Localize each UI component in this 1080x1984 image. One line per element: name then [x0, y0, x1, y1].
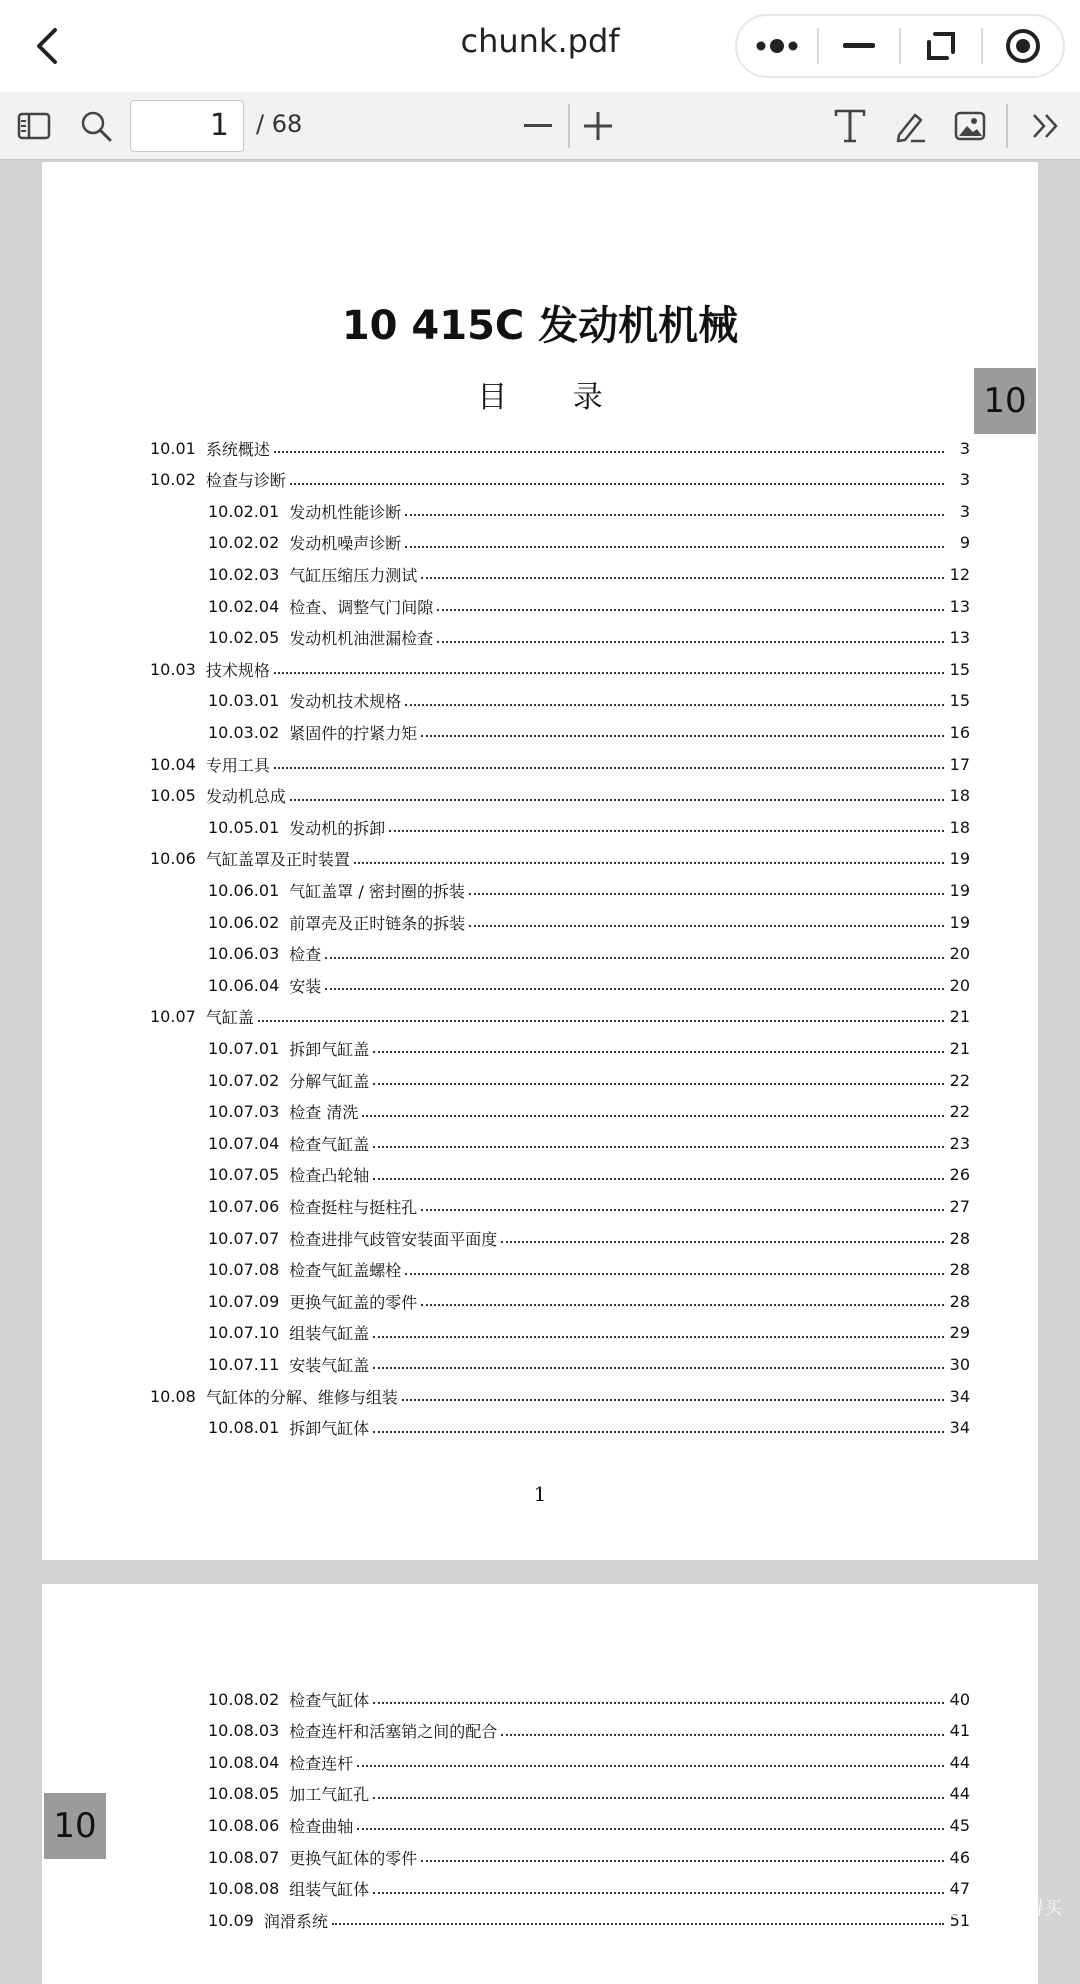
toc-entry-page: 20 — [949, 944, 970, 964]
page-number-input[interactable]: 1 — [130, 100, 244, 152]
toc-leader-dots — [469, 893, 944, 895]
toc-entry-page: 17 — [949, 754, 970, 774]
toc-entry-title: 发动机技术规格 — [289, 692, 402, 712]
toc-entry-page: 16 — [949, 722, 970, 742]
toc-entry-title: 检查挺柱与挺柱孔 — [289, 1197, 418, 1217]
zoom-in-button[interactable] — [576, 104, 620, 148]
toc-entry-number: 10.08.02 — [208, 1689, 280, 1709]
pdf-page-1 — [42, 162, 1038, 1560]
watermark — [944, 1894, 1062, 1920]
toc-entry-title: 检查、调整气门间隙 — [289, 597, 434, 617]
toc-entry-title: 气缸压缩压力测试 — [289, 565, 418, 585]
toc-entry-page: 18 — [949, 817, 970, 837]
divider — [1006, 104, 1008, 148]
toc-entry-title: 拆卸气缸盖 — [289, 1039, 370, 1059]
toc-entry-number: 10.06.04 — [208, 975, 280, 995]
toc-leader-dots — [274, 672, 944, 674]
toc-entry-number: 10.02.05 — [208, 628, 280, 648]
toc-entry-title: 检查 — [289, 945, 322, 965]
toc-entry-title: 更换气缸盖的零件 — [289, 1292, 418, 1312]
watermark-logo-icon — [944, 1896, 966, 1918]
toc-entry-title: 检查凸轮轴 — [289, 1166, 370, 1186]
toc-leader-dots — [405, 514, 944, 516]
page-heading: 10 415C 发动机机械 — [341, 303, 739, 349]
toc-entry-page: 40 — [949, 1689, 970, 1709]
toc-entry-number: 10.07.08 — [208, 1260, 280, 1280]
toc-leader-dots — [405, 546, 944, 548]
toc-entry-number: 10.03 — [150, 659, 196, 679]
toc-entry-page: 28 — [949, 1260, 970, 1280]
double-chevron-right-icon — [1030, 111, 1062, 141]
toc-entry-page: 44 — [949, 1784, 970, 1804]
toc-entry-page: 3 — [959, 470, 970, 490]
toc-entry-title: 检查进排气歧管安装面平面度 — [289, 1229, 498, 1249]
toc-entry-title: 更换气缸体的零件 — [289, 1848, 418, 1868]
toc-entry-page: 23 — [949, 1133, 970, 1153]
toc-entry[interactable] — [150, 1381, 970, 1411]
toc-entry[interactable] — [208, 1413, 970, 1443]
pen-tool-button[interactable] — [888, 104, 932, 148]
toc-entry-page: 22 — [949, 1102, 970, 1122]
toc-leader-dots — [357, 1765, 944, 1767]
toc-entry-number: 10.08.05 — [208, 1784, 280, 1804]
toc-entry-title: 润滑系统 — [263, 1911, 328, 1931]
toc-entry-page: 18 — [949, 786, 970, 806]
chapter-tab: 10 — [974, 368, 1036, 434]
toc-entry-number: 10.06 — [150, 849, 196, 869]
toc-leader-dots — [373, 1702, 944, 1704]
toc-entry-title: 检查气缸体 — [289, 1690, 370, 1710]
toc-leader-dots — [373, 1146, 944, 1148]
toc-entry[interactable] — [208, 1191, 970, 1221]
title-bar — [0, 0, 1080, 92]
toc-leader-dots — [373, 1051, 944, 1053]
toc-leader-dots — [332, 1923, 944, 1925]
window-controls — [735, 14, 1065, 78]
toc-entry-number: 10.05 — [150, 786, 196, 806]
toc-entry-number: 10.02.04 — [208, 596, 280, 616]
toc-entry-number: 10.08.07 — [208, 1847, 280, 1867]
toc-entry[interactable] — [208, 496, 970, 526]
toc-leader-dots — [290, 483, 944, 485]
toc-entry-page: 46 — [949, 1847, 970, 1867]
toc-entry-title: 技术规格 — [205, 660, 270, 680]
toc-leader-dots — [421, 1860, 944, 1862]
toc-leader-dots — [421, 577, 944, 579]
toc-leader-dots — [373, 1336, 944, 1338]
toc-entry-number: 10.06.03 — [208, 944, 280, 964]
toc-entry-number: 10.08.01 — [208, 1418, 280, 1438]
toc-entry[interactable] — [208, 1223, 970, 1253]
toc-entry-page: 34 — [949, 1418, 970, 1438]
toc-entry-title: 检查气缸盖 — [289, 1134, 370, 1154]
pen-icon — [893, 109, 927, 143]
toc-entry[interactable] — [150, 1002, 970, 1032]
document-title: chunk.pdf — [460, 22, 620, 60]
toc-entry[interactable] — [208, 875, 970, 905]
toc-entry-number: 10.08.06 — [208, 1815, 280, 1835]
toc-entry-title: 检查 清洗 — [289, 1103, 359, 1123]
image-tool-button[interactable] — [948, 104, 992, 148]
toc-entry-number: 10.07 — [150, 1007, 196, 1027]
toc-leader-dots — [421, 1304, 944, 1306]
window-restore-icon — [925, 30, 957, 62]
toc-entry[interactable] — [150, 654, 970, 684]
toc-entry[interactable] — [150, 749, 970, 779]
toc-entry[interactable] — [208, 812, 970, 842]
toc-entry-number: 10.07.03 — [208, 1102, 280, 1122]
toc-entry-title: 组装气缸盖 — [289, 1324, 370, 1344]
toc-entry-page: 28 — [949, 1228, 970, 1248]
toc-entry[interactable] — [208, 559, 970, 589]
toc-entry-title: 分解气缸盖 — [289, 1071, 370, 1091]
toc-entry[interactable] — [208, 939, 970, 969]
toc-entry[interactable] — [150, 844, 970, 874]
toc-leader-dots — [421, 735, 944, 737]
toc-entry-page: 45 — [949, 1815, 970, 1835]
toc-entry-page: 51 — [949, 1910, 970, 1930]
toc-entry[interactable] — [208, 1349, 970, 1379]
toc-entry[interactable] — [208, 1747, 970, 1777]
toc-entry-page: 19 — [949, 912, 970, 932]
toc-entry-number: 10.03.01 — [208, 691, 280, 711]
toc-entry-page: 29 — [949, 1323, 970, 1343]
toc-entry-page: 19 — [949, 849, 970, 869]
toc-entry[interactable] — [208, 1318, 970, 1348]
toc-entry[interactable] — [208, 1779, 970, 1809]
toc-entry[interactable] — [208, 686, 970, 716]
toc-entry[interactable] — [208, 907, 970, 937]
page-total-label: / 68 — [256, 110, 303, 138]
minimize-button[interactable] — [819, 16, 899, 76]
toc-entry-title: 检查连杆和活塞销之间的配合 — [289, 1722, 498, 1742]
toc-entry-page: 12 — [949, 564, 970, 584]
toc-entry-title: 发动机的拆卸 — [289, 818, 386, 838]
toc-leader-dots — [357, 1828, 944, 1830]
plus-icon — [584, 112, 612, 140]
toc-entry-title: 组装气缸体 — [289, 1880, 370, 1900]
toc-leader-dots — [373, 1431, 944, 1433]
toc-leader-dots — [373, 1892, 944, 1894]
toc-leader-dots — [501, 1734, 944, 1736]
toc-entry-title: 专用工具 — [205, 755, 270, 775]
toc-entry-page: 27 — [949, 1196, 970, 1216]
search-button[interactable] — [74, 104, 118, 148]
record-button[interactable] — [983, 16, 1063, 76]
watermark-text: 什么值得买 — [972, 1898, 1062, 1919]
toc-entry[interactable] — [208, 1286, 970, 1316]
toc-entry-title: 检查连杆 — [289, 1753, 354, 1773]
toc-entry[interactable] — [150, 433, 970, 463]
toc-entry-page: 20 — [949, 975, 970, 995]
toc-leader-dots — [354, 862, 944, 864]
pdf-page-2 — [42, 1584, 1038, 1984]
more-tools-button[interactable] — [1024, 104, 1068, 148]
toc-entry[interactable] — [208, 1684, 970, 1714]
toc-entry[interactable] — [208, 1255, 970, 1285]
toc-entry-number: 10.01 — [150, 438, 196, 458]
toc-entry-page: 21 — [949, 1038, 970, 1058]
minus-icon — [524, 123, 552, 129]
table-of-contents — [42, 162, 1038, 1560]
toc-entry-title: 检查气缸盖螺栓 — [289, 1261, 402, 1281]
toc-entry-page: 34 — [949, 1386, 970, 1406]
toc-leader-dots — [373, 1178, 944, 1180]
toc-entry-title: 气缸体的分解、维修与组装 — [205, 1387, 398, 1407]
toc-entry-number: 10.08.08 — [208, 1879, 280, 1899]
toc-entry-title: 系统概述 — [205, 439, 270, 459]
toc-entry[interactable] — [208, 717, 970, 747]
toc-entry[interactable] — [208, 1905, 970, 1935]
toc-entry-page: 26 — [949, 1165, 970, 1185]
toc-entry-number: 10.07.06 — [208, 1196, 280, 1216]
toc-entry-title: 发动机噪声诊断 — [289, 534, 402, 554]
toc-entry[interactable] — [150, 465, 970, 495]
chapter-tab: 10 — [44, 1793, 106, 1859]
toc-entry-number: 10.09 — [208, 1910, 254, 1930]
toc-entry-title: 检查曲轴 — [289, 1816, 354, 1836]
toc-entry[interactable] — [208, 970, 970, 1000]
toc-entry-title: 前罩壳及正时链条的拆装 — [289, 913, 466, 933]
toc-entry-page: 15 — [949, 691, 970, 711]
toc-entry-page: 30 — [949, 1354, 970, 1374]
svg-text:值: 值 — [949, 1901, 961, 1914]
toc-entry-number: 10.06.02 — [208, 912, 280, 932]
toc-leader-dots — [274, 767, 944, 769]
sidebar-toggle-button[interactable] — [12, 104, 56, 148]
toc-entry-page: 15 — [949, 659, 970, 679]
minimize-icon — [843, 42, 875, 50]
toc-entry[interactable] — [208, 1160, 970, 1190]
search-icon — [80, 110, 112, 142]
toc-leader-dots — [325, 988, 944, 990]
toc-entry-title: 发动机总成 — [205, 787, 286, 807]
toc-entry-title: 检查与诊断 — [205, 471, 286, 491]
toc-entry-page: 21 — [949, 1007, 970, 1027]
restore-button[interactable] — [901, 16, 981, 76]
toc-entry-page: 41 — [949, 1721, 970, 1741]
toc-entry-page: 3 — [959, 501, 970, 521]
toc-entry-number: 10.07.01 — [208, 1038, 280, 1058]
toc-entry[interactable] — [208, 591, 970, 621]
sidebar-panel-icon — [17, 112, 51, 140]
toc-entry-number: 10.08 — [150, 1386, 196, 1406]
toc-entry-title: 气缸盖罩 / 密封圈的拆装 — [289, 881, 465, 901]
toc-entry-number: 10.07.10 — [208, 1323, 280, 1343]
toc-leader-dots — [501, 1241, 944, 1243]
toc-leader-dots — [373, 1367, 944, 1369]
toc-entry-number: 10.07.11 — [208, 1354, 280, 1374]
toc-entry-number: 10.05.01 — [208, 817, 280, 837]
toc-entry-page: 9 — [959, 533, 970, 553]
text-tool-icon — [834, 109, 866, 143]
text-tool-button[interactable] — [828, 104, 872, 148]
toc-entry-title: 气缸盖罩及正时装置 — [205, 850, 350, 870]
toc-leader-dots — [402, 1399, 944, 1401]
toc-entry-title: 发动机性能诊断 — [289, 502, 402, 522]
toc-entry[interactable] — [208, 528, 970, 558]
toc-entry-title: 安装 — [289, 976, 322, 996]
toc-leader-dots — [290, 799, 944, 801]
zoom-out-button[interactable] — [516, 104, 560, 148]
toc-entry-page: 47 — [949, 1879, 970, 1899]
toc-entry-page: 44 — [949, 1752, 970, 1772]
toc-leader-dots — [258, 1020, 944, 1022]
toc-entry-number: 10.07.07 — [208, 1228, 280, 1248]
toc-leader-dots — [389, 830, 944, 832]
toc-entry-number: 10.02.02 — [208, 533, 280, 553]
toc-leader-dots — [362, 1115, 944, 1117]
toc-entry-page: 22 — [949, 1070, 970, 1090]
toc-entry-number: 10.07.02 — [208, 1070, 280, 1090]
toc-entry-number: 10.08.03 — [208, 1721, 280, 1741]
toc-entry-number: 10.08.04 — [208, 1752, 280, 1772]
toc-leader-dots — [325, 957, 944, 959]
toc-leader-dots — [405, 704, 944, 706]
toc-entry-title: 加工气缸孔 — [289, 1785, 370, 1805]
toc-leader-dots — [274, 451, 944, 453]
toc-leader-dots — [437, 609, 944, 611]
divider — [568, 104, 570, 148]
pdf-toolbar — [0, 92, 1080, 160]
toc-entry[interactable] — [208, 1842, 970, 1872]
toc-entry-number: 10.03.02 — [208, 722, 280, 742]
more-dots-icon — [755, 39, 799, 53]
toc-entry[interactable] — [208, 1065, 970, 1095]
toc-entry-page: 13 — [949, 628, 970, 648]
toc-entry-title: 紧固件的拧紧力矩 — [289, 723, 418, 743]
toc-entry-title: 安装气缸盖 — [289, 1355, 370, 1375]
contents-heading: 目 录 — [477, 380, 631, 415]
toc-entry-page: 19 — [949, 880, 970, 900]
toc-leader-dots — [421, 1209, 944, 1211]
toc-entry-number: 10.02.01 — [208, 501, 280, 521]
toc-entry-number: 10.07.04 — [208, 1133, 280, 1153]
toc-entry-number: 10.07.09 — [208, 1291, 280, 1311]
toc-entry[interactable] — [208, 1097, 970, 1127]
page-footer-number: 1 — [533, 1482, 547, 1506]
toc-leader-dots — [405, 1273, 944, 1275]
toc-entry[interactable] — [208, 1874, 970, 1904]
toc-leader-dots — [437, 641, 944, 643]
toc-entry-title: 发动机机油泄漏检查 — [289, 629, 434, 649]
toc-entry[interactable] — [150, 781, 970, 811]
toc-entry[interactable] — [208, 1033, 970, 1063]
toc-entry[interactable] — [208, 1716, 970, 1746]
toc-entry-number: 10.07.05 — [208, 1165, 280, 1185]
toc-entry-page: 13 — [949, 596, 970, 616]
more-button[interactable] — [737, 16, 817, 76]
record-icon — [1005, 28, 1041, 64]
toc-entry-page: 28 — [949, 1291, 970, 1311]
toc-entry[interactable] — [208, 623, 970, 653]
toc-entry-number: 10.02.03 — [208, 564, 280, 584]
toc-leader-dots — [469, 925, 944, 927]
toc-entry-title: 拆卸气缸体 — [289, 1419, 370, 1439]
toc-entry[interactable] — [208, 1810, 970, 1840]
table-of-contents — [42, 1584, 1038, 1984]
toc-leader-dots — [373, 1797, 944, 1799]
toc-entry[interactable] — [208, 1128, 970, 1158]
toc-entry-title: 气缸盖 — [205, 1008, 254, 1028]
toc-entry-page: 3 — [959, 438, 970, 458]
toc-entry-number: 10.04 — [150, 754, 196, 774]
toc-entry-number: 10.06.01 — [208, 880, 280, 900]
toc-leader-dots — [373, 1083, 944, 1085]
toc-entry-number: 10.02 — [150, 470, 196, 490]
image-icon — [954, 111, 986, 141]
